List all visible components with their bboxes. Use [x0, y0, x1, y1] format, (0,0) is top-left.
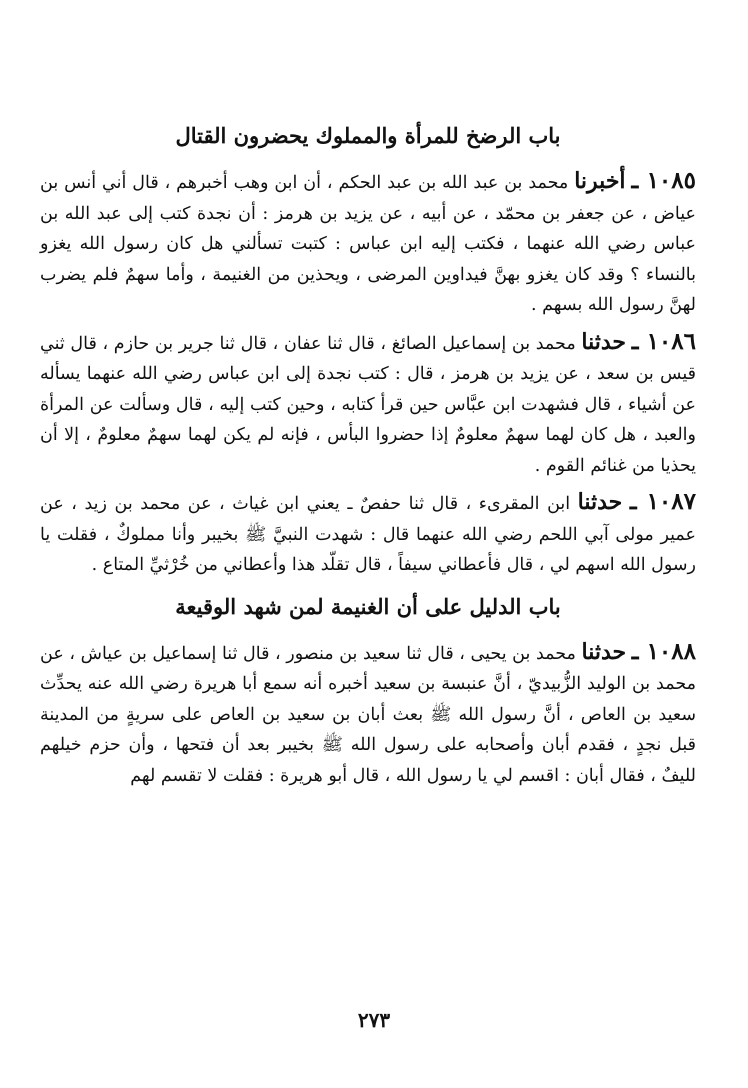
hadith-paragraph — [40, 327, 696, 482]
hadith-number: ١٠٨٨ ـ — [631, 637, 696, 665]
hadith-number: ١٠٨٦ ـ — [631, 327, 696, 355]
hadith-paragraph — [40, 637, 696, 792]
hadith-text: ابن المقرىء ، قال ثنا حفصٌ ـ يعني ابن غياث ، عن محمد بن زيد ، عن عمير مولى آبي اللحم رضي الله عنهما قال : شهدت النبيَّ ﷺ بخيبر وأنا مملوكٌ ، فقلت يا رسول الله اسهم لي ، قال فأعطاني سيفاً ، قال تقلّد هذا وأعطاني من خُرْثيِّ المتاع . — [40, 494, 696, 575]
hadith-narration-word: حدثنا — [581, 328, 627, 355]
hadith-text: محمد بن عبد الله بن عبد الحكم ، أن ابن وهب أخبرهم ، قال أني أنس بن عياض ، عن جعفر بن محمّد ، عن أبيه ، عن يزيد بن هرمز : أن نجدة كتب إلى عبد الله بن عباس رضي الله عنهما ، فكتب إليه ابن عباس : كتبت تسألني هل كان رسول الله يغزو بالنساء ؟ وقد كان يغزو بهنَّ فيداوين المرضى ، ويحذين من الغنيمة ، وأما سهمٌ فلم يضرب لهنَّ رسول الله بسهم . — [40, 173, 696, 315]
hadith-narration-word: حدثنا — [581, 638, 627, 665]
chapter-title: باب الرضخ للمرأة والمملوك يحضرون القتال — [175, 123, 561, 148]
hadith-paragraph — [40, 166, 696, 321]
chapter-title: باب الدليل على أن الغنيمة لمن شهد الوقيعة — [175, 593, 561, 619]
hadith-narration-word: أخبرنا — [574, 168, 626, 194]
hadith-text: محمد بن يحيى ، قال ثنا سعيد بن منصور ، قال ثنا إسماعيل بن عياش ، عن محمد بن الوليد الزُّبيديّ ، أنَّ عنبسة بن سعيد أخبره أنه سمع أبا هريرة رضي الله عنه يحدِّث سعيد بن العاص ، أنَّ رسول الله ﷺ بعث أبان بن سعيد بن العاص على سريةٍ من المدينة قبل نجدٍ ، فقدم أبان وأصحابه على رسول الله ﷺ بخيبر بعد أن فتحها ، وأن حزم خيلهم لليفٌ ، فقال أبان : اقسم لي يا رسول الله ، قال أبو هريرة : فقلت لا تقسم لهم — [40, 643, 696, 786]
hadith-paragraph — [40, 487, 696, 581]
page-number: ٢٧٣ — [357, 1008, 391, 1032]
hadith-number: ١٠٨٥ ـ — [631, 167, 696, 194]
hadith-number: ١٠٨٧ ـ — [629, 488, 696, 515]
hadith-text: محمد بن إسماعيل الصائغ ، قال ثنا عفان ، قال ثنا جرير بن حازم ، قال ثني قيس بن سعد ، عن يزيد بن هرمز ، قال : كتب نجدة إلى ابن عباس رضي الله عنهما يسأله عن أشياء ، قال فشهدت ابن عبَّاس حين قرأ كتابه ، وحين كتب إليه ، قال وسألت عن المرأة والعبد ، هل كان لهما سهمٌ معلومٌ إذا حضروا البأس ، فإنه لم يكن لهما سهمٌ معلومٌ ، إلا أن يحذيا من غنائم القوم . — [40, 333, 696, 476]
hadith-narration-word: حدثنا — [577, 489, 623, 515]
